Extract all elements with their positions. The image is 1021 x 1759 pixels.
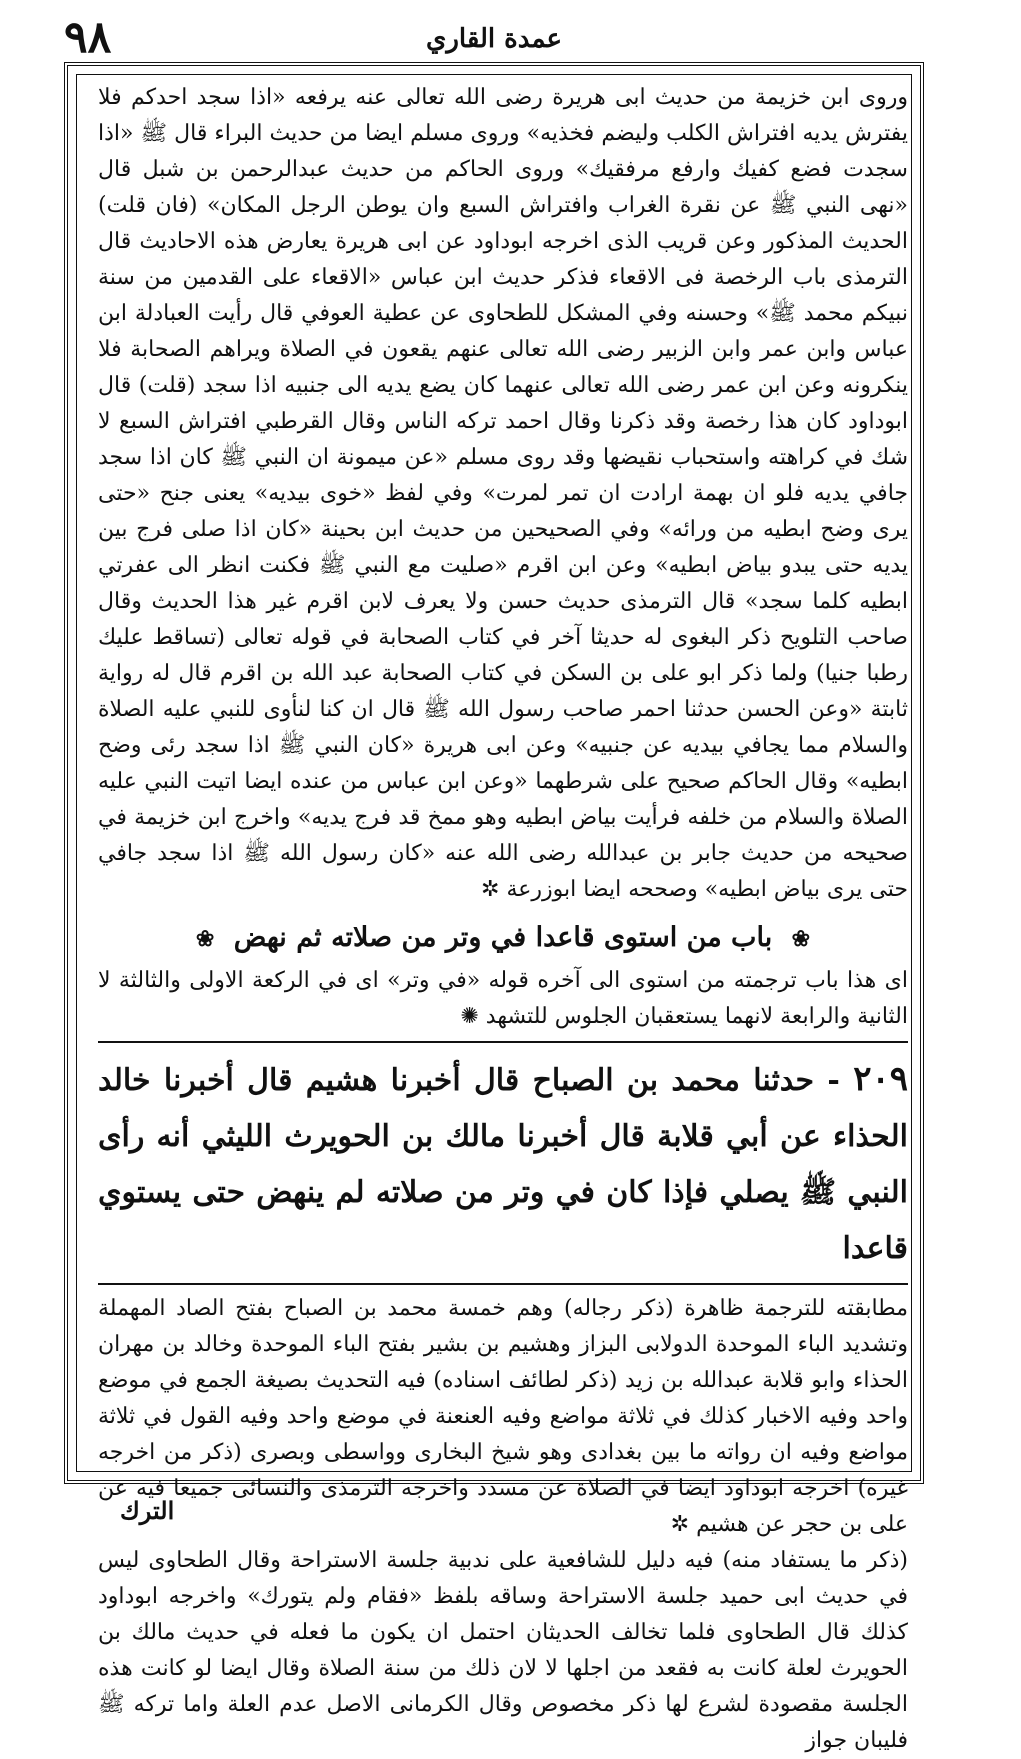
chapter-title: باب من استوى قاعدا في وتر من صلاته ثم نهض <box>233 922 773 953</box>
page-body <box>98 80 908 1759</box>
catchword: الترك <box>120 1496 175 1525</box>
commentary-paragraph-3: مطابقته للترجمة ظاهرة (ذكر رجاله) وهم خمسة محمد بن الصباح بفتح الصاد المهملة وتشديد الباء الموحدة الدولابى البزاز وهشيم بن بشير بفتح الباء الموحدة وخالد بن مهران الحذاء وابو قلابة عبدالله بن زيد (ذكر لطائف اسناده) فيه التحديث بصيغة الجمع في موضع واحد وفيه الاخبار كذلك في ثلاثة مواضع وفيه العنعنة في موضع واحد وفيه القول في ثلاثة مواضع وفيه ان رواته ما بين بغدادى وهو شيخ البخارى وواسطى وبصرى (ذكر من اخرجه غيره) اخرجه ابوداود ايضا في الصلاة عن مسدد واخرجه الترمذى والنسائى جميعا فيه عن على بن حجر عن هشيم ✲ <box>98 1296 908 1537</box>
page-header <box>64 12 924 64</box>
divider <box>98 1283 908 1285</box>
commentary-paragraph-4: (ذكر ما يستفاد منه) فيه دليل للشافعية على ندبية جلسة الاستراحة وقال الطحاوى ليس في حديث ابى حميد جلسة الاستراحة وساقه بلفظ «فقام ولم يتورك» واخرجه ابوداود كذلك قال الطحاوى فلما تخالف الحديثان احتمل ان يكون ما فعله في حديث مالك بن الحويرث لعلة كانت به فقعد من اجلها لا لان ذلك من سنة الصلاة وقال ايضا لو كانت هذه الجلسة مقصودة لشرع لها ذكر مخصوص وقال الكرمانى الاصل عدم العلة واما تركه ﷺ فليبان جواز <box>98 1548 908 1753</box>
page-number: ٩٨ <box>64 12 112 63</box>
hadith-number: ٢٠٩ <box>853 1059 908 1099</box>
ornament-icon: ❀ <box>195 926 215 952</box>
commentary-paragraph-2: اى هذا باب ترجمته من استوى الى آخره قوله «في وتر» اى في الركعة الاولى والثالثة لا الثانية والرابعة لانهما يستعقبان الجلوس للتشهد ✺ <box>98 968 908 1029</box>
ornament-icon: ❀ <box>791 926 811 952</box>
running-title: عمدة القاري <box>426 24 562 54</box>
chapter-heading <box>98 918 908 959</box>
hadith-text-block: ٢٠٩ - حدثنا محمد بن الصباح قال أخبرنا هشيم قال أخبرنا خالد الحذاء عن أبي قلابة قال أخبرنا مالك بن الحويرث الليثي أنه رأى النبي ﷺ يصلي فإذا كان في وتر من صلاته لم ينهض حتى يستوي قاعدا <box>98 1059 908 1266</box>
divider <box>98 1041 908 1043</box>
hadith-text: حدثنا محمد بن الصباح قال أخبرنا هشيم قال أخبرنا خالد الحذاء عن أبي قلابة قال أخبرنا مالك بن الحويرث الليثي أنه رأى النبي ﷺ يصلي فإذا كان في وتر من صلاته لم ينهض حتى يستوي قاعدا <box>98 1063 908 1266</box>
commentary-paragraph-1: وروى ابن خزيمة من حديث ابى هريرة رضى الله تعالى عنه يرفعه «اذا سجد احدكم فلا يفترش يديه افتراش الكلب وليضم فخذيه» وروى مسلم ايضا من حديث البراء قال ﷺ «اذا سجدت فضع كفيك وارفع مرفقيك» وروى الحاكم من حديث عبدالرحمن بن شبل قال «نهى النبي ﷺ عن نقرة الغراب وافتراش السبع وان يوطن الرجل المكان» (فان قلت) الحديث المذكور وعن قريب الذى اخرجه ابوداود عن ابى هريرة يعارض هذه الاحاديث قال الترمذى باب الرخصة فى الاقعاء فذكر حديث ابن عباس «الاقعاء على القدمين من سنة نبيكم محمد ﷺ» وحسنه وفي المشكل للطحاوى عن عطية العوفي قال رأيت العبادلة ابن عباس وابن عمر وابن الزبير رضى الله تعالى عنهم يقعون في الصلاة ويراهم الصحابة فلا ينكرونه وعن ابن عمر رضى الله تعالى عنهما كان يضع يديه الى جنبيه اذا سجد (قلت) قال ابوداود كان هذا رخصة وقد ذكرنا وقال احمد تركه الناس وقال القرطبي افتراش السبع لا شك في كراهته واستحباب نقيضها وقد روى مسلم «عن ميمونة ان النبي ﷺ كان اذا سجد جافي يديه فلو ان بهمة ارادت ان تمر لمرت» وفي لفظ «خوى بيديه» يعنى جنح «حتى يرى وضح ابطيه من ورائه» وفي الصحيحين من حديث ابن بحينة «كان اذا صلى فرج بين يديه حتى يبدو بياض ابطيه» وعن ابن اقرم «صليت مع النبي ﷺ فكنت انظر الى عفرتي ابطيه كلما سجد» قال الترمذى حديث حسن ولا يعرف لابن اقرم غير هذا الحديث وقال صاحب التلويح ذكر البغوى له حديثا آخر في كتاب الصحابة في قوله تعالى (تساقط عليك رطبا جنيا) ولما ذكر ابو على بن السكن في كتاب الصحابة عبد الله بن اقرم قال له رواية ثابتة «وعن الحسن حدثنا احمر صاحب رسول الله ﷺ قال ان كنا لنأوى للنبي عليه الصلاة والسلام مما يجافي بيديه عن جنبيه» وعن ابى هريرة «كان النبي ﷺ اذا سجد رئى وضح ابطيه» وقال الحاكم صحيح على شرطهما «وعن ابن عباس من عنده ايضا اتيت النبي عليه الصلاة والسلام من خلفه فرأيت بياض ابطيه وهو ممخ قد فرج يديه» واخرج ابن خزيمة في صحيحه من حديث جابر بن عبدالله رضى الله عنه «كان رسول الله ﷺ اذا سجد جافي حتى يرى بياض ابطيه» وصححه ايضا ابوزرعة ✲ <box>98 85 909 902</box>
